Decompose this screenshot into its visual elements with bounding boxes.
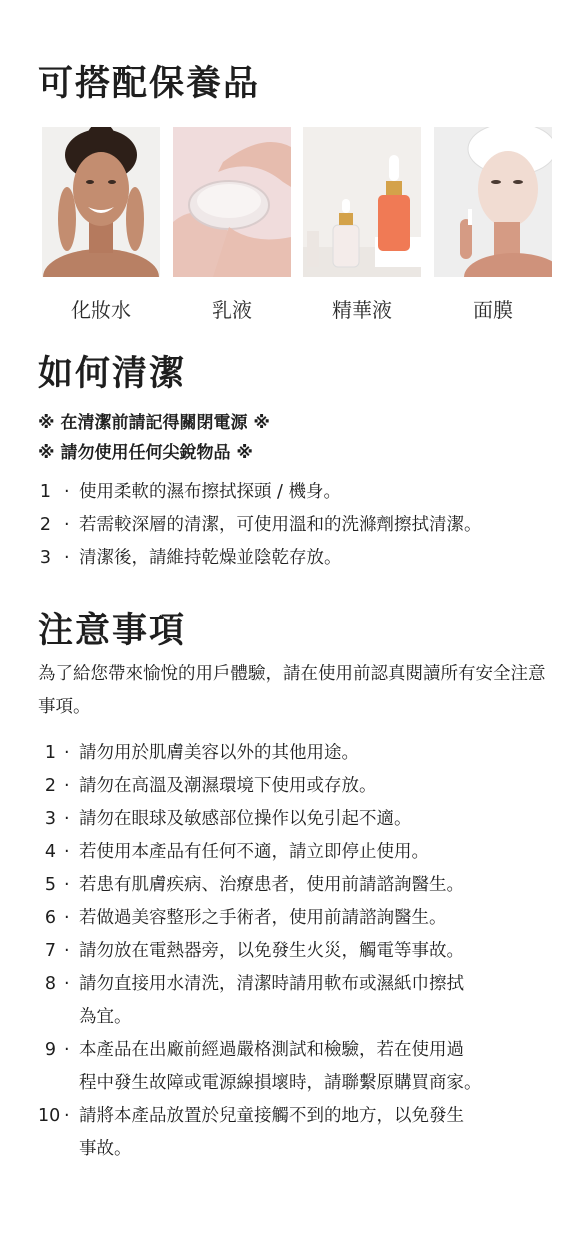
product-card-mask xyxy=(434,127,552,323)
mask-photo xyxy=(434,127,552,277)
product-label: 精華液 xyxy=(332,298,392,322)
warning-power-off: ※ 在清潔前請記得關閉電源 ※ xyxy=(38,413,270,433)
notice-item: 8 · 請勿直接用水清洗，清潔時請用軟布或濕紙巾擦拭 為宜。 xyxy=(44,974,464,1027)
notice-intro: 為了給您帶來愉悅的用戶體驗，請在使用前認真閱讀所有安全注意事項。 xyxy=(38,664,546,717)
cleaning-step: 3 · 清潔後，請維持乾燥並陰乾存放。 xyxy=(39,548,342,568)
product-card-serum xyxy=(303,127,421,323)
toner-photo xyxy=(42,127,160,277)
cleaning-section-title: 如何清潔 xyxy=(38,354,187,394)
notice-item: 5 · 若患有肌膚疾病、治療患者，使用前請諮詢醫生。 xyxy=(44,875,464,895)
notice-item: 9 · 本產品在出廠前經過嚴格測試和檢驗，若在使用過 程中發生故障或電源線損壞時，請聯繫原購買商家。 xyxy=(44,1040,482,1093)
notice-item: 6 · 若做過美容整形之手術者，使用前請諮詢醫生。 xyxy=(44,908,447,928)
notice-item: 2 · 請勿在高溫及潮濕環境下使用或存放。 xyxy=(44,776,377,796)
products-section-title: 可搭配保養品 xyxy=(38,64,261,104)
cleaning-step: 2 · 若需較深層的清潔，可使用溫和的洗滌劑擦拭清潔。 xyxy=(39,515,482,535)
product-card-lotion xyxy=(173,127,291,323)
product-grid xyxy=(42,127,552,322)
product-card-toner xyxy=(42,127,160,323)
notice-item: 7 · 請勿放在電熱器旁，以免發生火災，觸電等事故。 xyxy=(44,941,464,961)
notice-item: 1 · 請勿用於肌膚美容以外的其他用途。 xyxy=(44,743,359,763)
cleaning-steps xyxy=(38,476,482,575)
serum-photo xyxy=(303,127,421,277)
product-label: 乳液 xyxy=(212,298,252,322)
lotion-photo xyxy=(173,127,291,277)
notice-item: 3 · 請勿在眼球及敏感部位操作以免引起不適。 xyxy=(44,809,412,829)
notice-list xyxy=(38,737,482,1166)
notice-item: 4 · 若使用本產品有任何不適，請立即停止使用。 xyxy=(44,842,429,862)
product-label: 面膜 xyxy=(473,298,513,322)
warning-sharp-objects: ※ 請勿使用任何尖銳物品 ※ xyxy=(38,443,253,463)
product-label: 化妝水 xyxy=(71,298,131,322)
notice-section-title: 注意事項 xyxy=(38,611,187,651)
cleaning-step: 1 · 使用柔軟的濕布擦拭探頭 / 機身。 xyxy=(39,482,342,502)
notice-item: 10 · 請將本產品放置於兒童接觸不到的地方，以免發生 事故。 xyxy=(38,1106,464,1159)
